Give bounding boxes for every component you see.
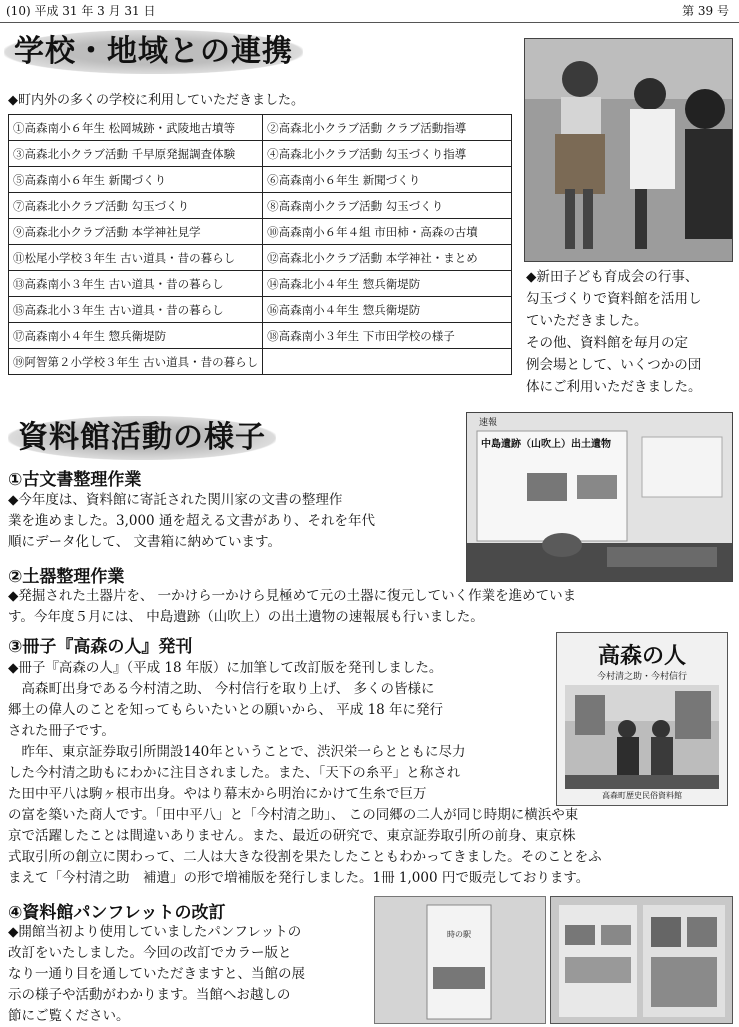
table-row [9, 323, 512, 349]
issue-number: 第 39 号 [682, 4, 729, 18]
table-cell: ③高森北小クラブ活動 千早原発掘調査体験 [9, 141, 263, 167]
text-booklet-publication-a [8, 658, 556, 805]
table-cell: ⑪松尾小学校３年生 古い道具・昔の暮らし [9, 245, 263, 271]
heading-pamphlet-revision: ④資料館パンフレットの改訂 [8, 903, 226, 923]
table-cell: ⑱高森南小３年生 下市田学校の様子 [263, 323, 512, 349]
caption-line: 体にご利用いただきました。 [526, 379, 702, 395]
table-cell: ⑫高森北小クラブ活動 本学神社・まとめ [263, 245, 512, 271]
table-cell: ⑬高森南小３年生 古い道具・昔の暮らし [9, 271, 263, 297]
table-cell: ⑯高森南小４年生 惣兵衛堤防 [263, 297, 512, 323]
caption-line: ◆新田子ども育成会の行事、 [526, 269, 699, 285]
table-cell: ⑰高森南小４年生 惣兵衛堤防 [9, 323, 263, 349]
table-cell: ⑨高森北小クラブ活動 本学神社見学 [9, 219, 263, 245]
caption-line: ていただきました。 [526, 313, 648, 329]
table-row [9, 219, 512, 245]
paragraph-line: す。今年度５月には、 中島遺跡（山吹上）の出土遺物の速報展も行いました。 [8, 609, 484, 625]
caption-line: その他、資料館を毎月の定 [526, 335, 688, 351]
heading-booklet-publication: ③冊子『高森の人』発刊 [8, 637, 193, 657]
table-cell: ⑭高森北小４年生 惣兵衛堤防 [263, 271, 512, 297]
paragraph-line: された冊子です。 [8, 723, 115, 739]
table-cell: ⑤高森南小６年生 新聞づくり [9, 167, 263, 193]
paragraph-line: ◆冊子『高森の人』（平成 18 年版）に加筆して改訂版を発刊しました。 [8, 660, 443, 676]
photo-pamphlet-inside [550, 896, 733, 1024]
photo-excavation-exhibit [466, 412, 733, 582]
table-row [9, 349, 512, 375]
paragraph-line: 節にご覧ください。 [8, 1008, 130, 1024]
paragraph-line: 式取引所の創立に関わって、二人は大きな役割を果たしたこともわかってきました。そのことをふ [8, 849, 602, 865]
table-row [9, 141, 512, 167]
table-cell: ⑩高森南小６年４組 市田柿・高森の古墳 [263, 219, 512, 245]
pamphlet-title: 時の駅 [447, 930, 471, 939]
school-visits-table [8, 114, 512, 375]
heading-document-organizing: ①古文書整理作業 [8, 470, 142, 490]
paragraph-line: まえて「今村清之助 補遺」の形で増補版を発行しました。1冊 1,000 円で販売しております。 [8, 870, 590, 886]
table-cell: ⑦高森北小クラブ活動 勾玉づくり [9, 193, 263, 219]
exhibit-label: 速報 [479, 418, 498, 428]
text-booklet-publication-b [8, 805, 731, 889]
book-cover-takamori-no-hito [556, 632, 728, 806]
table-cell [263, 349, 512, 375]
paragraph-line: ◆発掘された土器片を、 一かけら一かけら見極めて元の土器に復元していく作業を進めていま [8, 588, 577, 604]
table-cell: ⑥高森南小６年生 新聞づくり [263, 167, 512, 193]
table-cell: ⑮高森北小３年生 古い道具・昔の暮らし [9, 297, 263, 323]
issue-date: (10) 平成 31 年 3 月 31 日 [6, 4, 156, 18]
table-cell: ⑲阿智第２小学校３年生 古い道具・昔の暮らし [9, 349, 263, 375]
photo-caption-magatama [526, 266, 731, 398]
paragraph-line: 郷土の偉人のことを知ってもらいたいとの願いから、 平成 18 年に発行 [8, 702, 444, 718]
paragraph-line: 改訂をいたしました。今回の改訂でカラー版と [8, 945, 292, 961]
table-cell: ②高森北小クラブ活動 クラブ活動指導 [263, 115, 512, 141]
paragraph-line: の富を築いた商人です。「田中平八」と「今村清之助」、 この同郷の二人が同じ時期に横浜や東 [8, 807, 579, 823]
paragraph-line: した今村清之助もにわかに注目されました。また、「天下の糸平」と称され [8, 765, 461, 781]
table-row [9, 271, 512, 297]
book-title: 高森の人 [597, 643, 686, 669]
section1-lead: ◆町内外の多くの学校に利用していただきました。 [8, 93, 304, 108]
text-pottery-organizing [8, 586, 731, 628]
table-row [9, 193, 512, 219]
text-pamphlet-revision [8, 922, 370, 1027]
table-row [9, 115, 512, 141]
paragraph-line: 京で活躍したことは間違いありません。また、最近の研究で、東京証券取引所の前身、東京株 [8, 828, 576, 844]
paragraph-line: た田中平八は駒ヶ根市出身。やはり幕末から明治にかけて生糸で巨万 [8, 786, 427, 802]
table-row [9, 167, 512, 193]
book-publisher: 高森町歴史民俗資料館 [602, 791, 682, 800]
paragraph-line: ◆今年度は、資料館に寄託された関川家の文書の整理作 [8, 492, 343, 508]
table-row [9, 297, 512, 323]
table-cell: ①高森南小６年生 松岡城跡・武陵地古墳等 [9, 115, 263, 141]
exhibit-sign: 中島遺跡（山吹上）出土遺物 [481, 439, 611, 450]
heading-pottery-organizing: ②土器整理作業 [8, 567, 125, 587]
caption-line: 例会場として、いくつかの団 [526, 357, 702, 373]
table-cell: ⑧高森南小クラブ活動 勾玉づくり [263, 193, 512, 219]
photo-magatama-workshop [524, 38, 733, 262]
paragraph-line: なり一通り目を通していただきますと、当館の展 [8, 966, 305, 982]
caption-line: 勾玉づくりで資料館を活用し [526, 291, 702, 307]
paragraph-line: 示の様子や活動がわかります。当館へお越しの [8, 987, 291, 1003]
table-row [9, 245, 512, 271]
paragraph-line: 昨年、東京証券取引所開設140年ということで、渋沢栄一らとともに尽力 [8, 744, 466, 760]
section-title-museum-activities: 資料館活動の様子 [8, 416, 276, 460]
paragraph-line: ◆開館当初より使用していましたパンフレットの [8, 924, 302, 940]
photo-pamphlet-cover [374, 896, 546, 1024]
text-document-organizing [8, 490, 466, 553]
section-title-school-cooperation: 学校・地域との連携 [4, 30, 303, 74]
paragraph-line: 順にデータ化して、 文書箱に納めています。 [8, 534, 281, 550]
paragraph-line: 高森町出身である今村清之助、 今村信行を取り上げ、 多くの皆様に [8, 681, 435, 697]
book-subtitle: 今村清之助・今村信行 [596, 672, 687, 682]
table-cell: ④高森北小クラブ活動 勾玉づくり指導 [263, 141, 512, 167]
page-header [0, 0, 739, 23]
paragraph-line: 業を進めました。3,000 通を超える文書があり、それを年代 [8, 513, 375, 529]
